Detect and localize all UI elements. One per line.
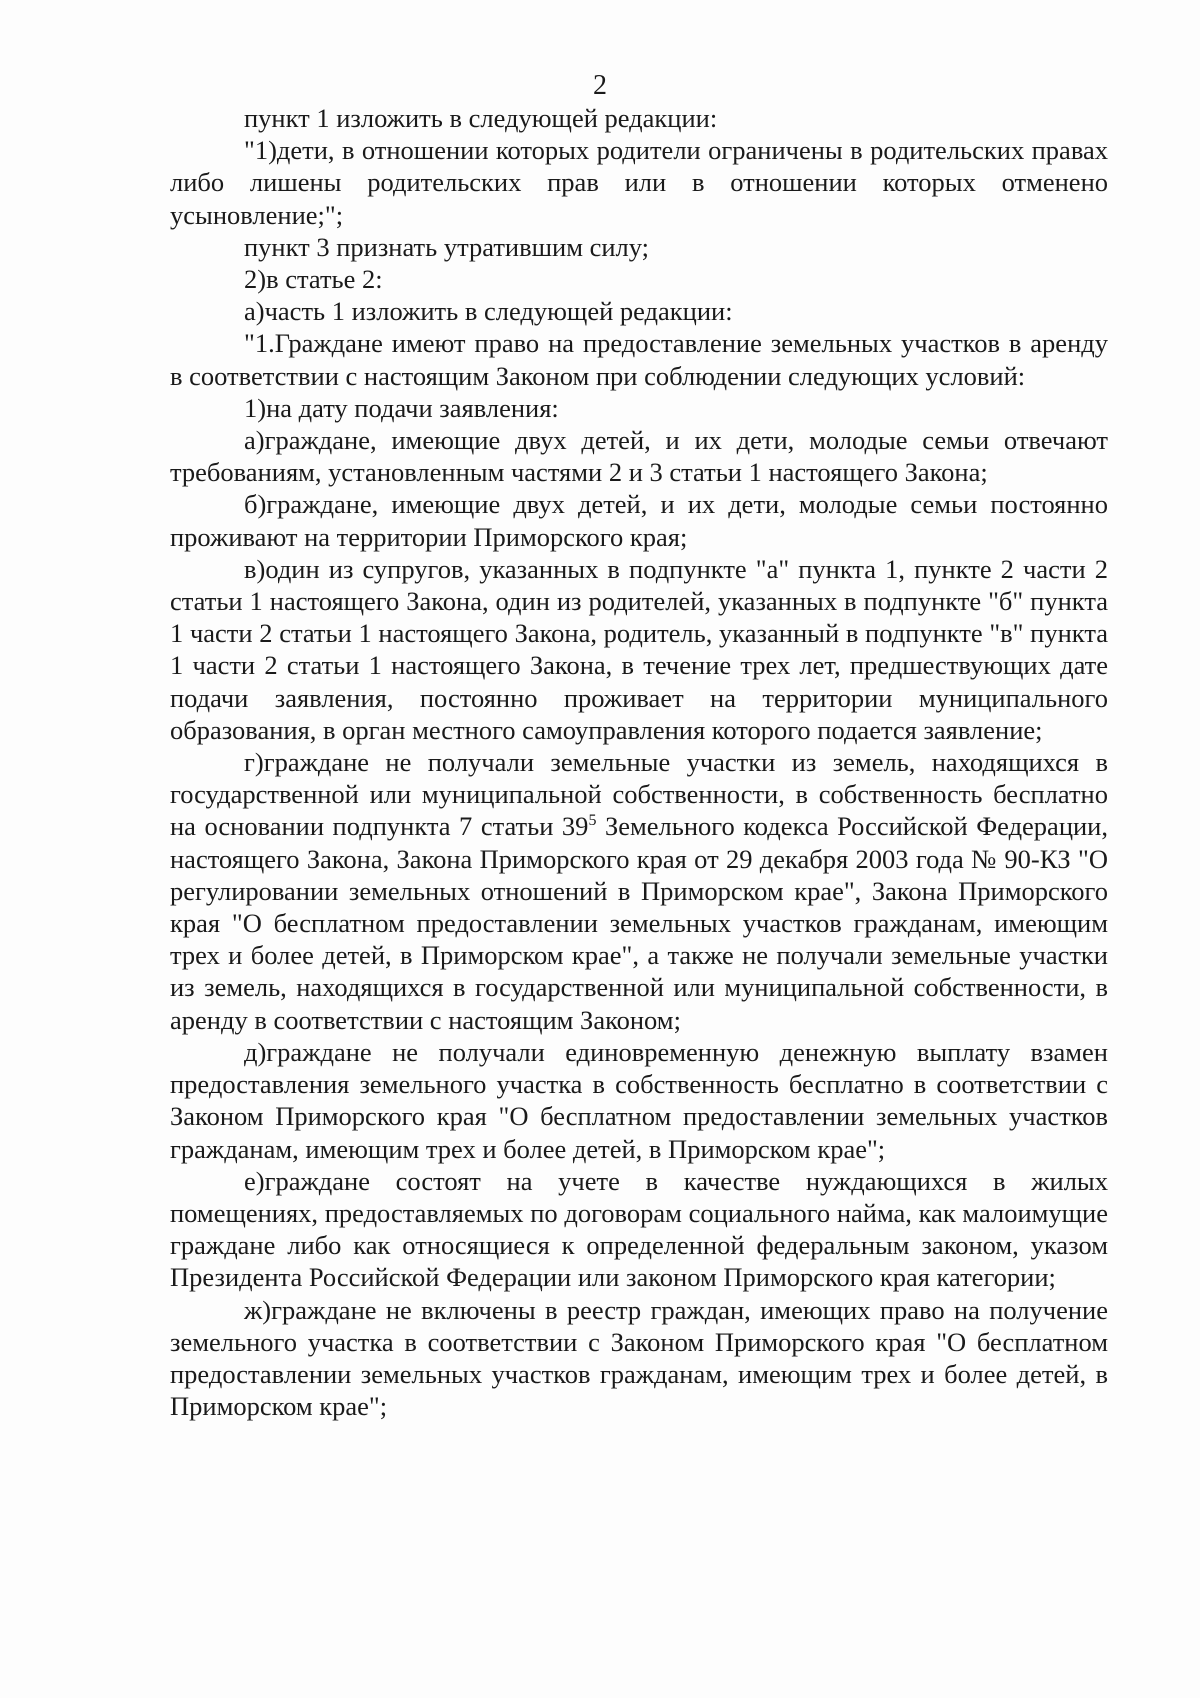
paragraph-item-b: б)граждане, имеющие двух детей, и их дети, молодые семьи постоянно проживают на территории Приморского края; <box>170 489 1108 552</box>
paragraph-punkt-1-intro: пункт 1 изложить в следующей редакции: <box>244 103 718 133</box>
page-number: 2 <box>593 70 607 101</box>
item-g-text-after: Земельного кодекса Российской Федерации, настоящего Закона, Закона Приморского края от 29 декабря 2003 года № 90-КЗ "О регулировании земельных отношений в Приморском крае", Закона Приморского края "О бесплатном предоставлении земельных участков гражданам, имеющим трех и более детей, в Приморском крае", а также не получали земельные участки из земель, находящихся в государственной или муниципальной собственности, в аренду в соответствии с настоящим Законом; <box>170 811 1108 1035</box>
paragraph-punkt-1-text: "1)дети, в отношении которых родители ограничены в родительских правах либо лишены родительских прав или в отношении которых отменено усыновление;"; <box>170 135 1108 230</box>
paragraph-article-2: 2)в статье 2: <box>244 264 383 295</box>
document-body <box>170 102 1108 1422</box>
paragraph-item-d: д)граждане не получали единовременную денежную выплату взамен предоставления земельного участка в собственность бесплатно в соответствии с Законом Приморского края "О бесплатном предоставлении земельных участков гражданам, имеющим трех и более детей, в Приморском крае"; <box>170 1036 1108 1164</box>
paragraph-item-e: е)граждане состоят на учете в качестве нуждающихся в жилых помещениях, предоставляемых по договорам социального найма, как малоимущие граждане либо как относящиеся к определенной федеральным законом, указом Президента Российской Федерации или законом Приморского края категории; <box>170 1165 1108 1293</box>
paragraph-punkt-3: пункт 3 признать утратившим силу; <box>244 231 650 262</box>
paragraph-item-zh: ж)граждане не включены в реестр граждан, имеющих право на получение земельного участка в соответствии с Законом Приморского края "О бесплатном предоставлении земельных участков гражданам, имеющим трех и более детей, в Приморском крае"; <box>170 1294 1108 1422</box>
paragraph-item-1: 1)на дату подачи заявления: <box>244 392 559 423</box>
paragraph-item-v: в)один из супругов, указанных в подпункте "а" пункта 1, пункте 2 части 2 статьи 1 настоящего Закона, один из родителей, указанных в подпункте "б" пункта 1 части 2 статьи 1 настоящего Закона, родитель, указанный в подпункте "в" пункта 1 части 2 статьи 1 настоящего Закона, в течение трех лет, предшествующих дате подачи заявления, постоянно проживает на территории муниципального образования, в орган местного самоуправления которого подается заявление; <box>170 553 1108 745</box>
paragraph-item-g <box>170 746 1108 1036</box>
paragraph-part-1-intro: а)часть 1 изложить в следующей редакции: <box>244 296 733 327</box>
paragraph-part-1-text: "1.Граждане имеют право на предоставление земельных участков в аренду в соответствии с настоящим Законом при соблюдении следующих условий: <box>170 328 1108 391</box>
paragraph-item-a: а)граждане, имеющие двух детей, и их дети, молодые семьи отвечают требованиям, установленным частями 2 и 3 статьи 1 настоящего Закона; <box>170 425 1108 488</box>
item-g-text-before: г)граждане не получали земельные участки из земель, находящихся в государственной или муниципальной собственности, в собственность бесплатно на основании подпункта 7 статьи 39 <box>170 747 1108 842</box>
item-g-superscript: 5 <box>588 812 597 830</box>
